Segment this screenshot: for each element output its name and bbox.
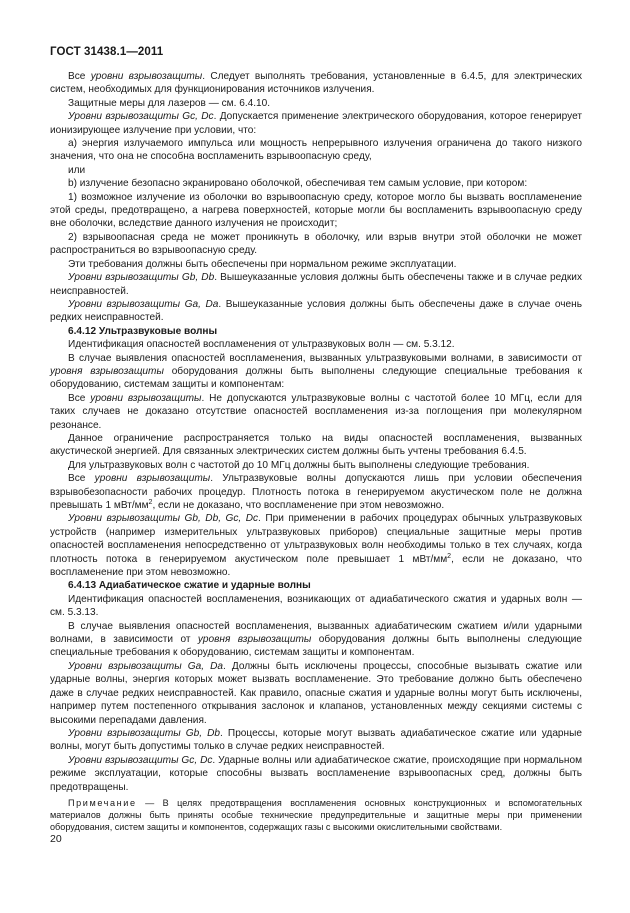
paragraph [50, 392, 582, 432]
text-segment: 2) взрывоопасная среда не может проникнуть в оболочку, или взрыв внутри этой оболочки не может распространиться во взрывоопасную среду. [50, 231, 582, 257]
paragraph [50, 191, 582, 231]
text-segment: В случае выявления опасностей воспламенения, вызванных ультразвуковыми волнами, в зависимости от [68, 352, 582, 364]
text-segment: . Должны быть исключены процессы, способные вызывать сжатие или ударные волны, энергия которых может вызвать воспламенение. Это требование должно быть обеспечено даже в случае редких неисправностей. Как правило, опасные сжатия и ударные волны могут быть исключены, например путем постепенного открывания заслонок и клапанов, установленных между секциями системы с высокими перепадами давления. [50, 660, 582, 726]
italic-term: Уровни взрывозащиты Gb, Db, Gc, Dc [68, 513, 259, 525]
paragraph [50, 727, 582, 754]
italic-term: Уровни взрывозащиты Gb, Db [68, 727, 221, 739]
text-segment: В случае выявления опасностей воспламенения, вызванных адиабатическим сжатием и/или ударными волнами, в зависимости от [50, 620, 582, 646]
paragraph [50, 70, 582, 97]
section-heading [50, 325, 582, 338]
paragraph [50, 137, 582, 164]
text-segment: Все [68, 392, 91, 404]
document-header: ГОСТ 31438.1—2011 [50, 46, 164, 58]
text-segment: . Вышеуказанные условия должны быть обеспечены даже в случае очень редких неисправностей. [50, 298, 582, 324]
paragraph [50, 432, 582, 459]
italic-term: уровня взрывозащиты [50, 365, 164, 377]
text-segment: 1) возможное излучение из оболочки во взрывоопасную среду, которое могло бы вызвать воспламенение этой среды, предотвращено, а нагрева поверхностей, которые могли бы воспламенить взрывоопасную среду вне оболочки, вследствие данного излучения не происходит; [50, 191, 582, 230]
text-segment: Все [68, 71, 91, 82]
paragraph [50, 338, 582, 351]
document-body [50, 70, 582, 834]
note-paragraph [50, 797, 582, 834]
text-segment: . Вышеуказанные условия должны быть обеспечены также и в случае редких неисправностей. [50, 272, 582, 297]
paragraph [50, 754, 582, 794]
paragraph [50, 620, 582, 660]
text-segment: Все [68, 473, 95, 485]
italic-term: Уровни взрывозащиты Gc, Dc [68, 111, 214, 123]
text-segment: . Процессы, которые могут вызвать адиабатическое сжатие или ударные волны, могут быть допустимы только в случае редких неисправностей. [50, 727, 582, 753]
paragraph [50, 110, 582, 137]
paragraph [50, 97, 582, 110]
text-segment: оборудования должны быть выполнены следующие специальные требования к оборудованию, системам защиты и компонентам. [50, 634, 583, 659]
paragraph [50, 258, 582, 271]
text-segment: 2 [447, 552, 452, 560]
italic-term: Уровни взрывозащиты Ga, Da [68, 298, 219, 310]
italic-term: Уровни взрывозащиты Ga, Da [68, 660, 223, 672]
text-segment: . Следует выполнять требования, установленные в 6.4.5, для электрических систем, необходимых для функционирования источников излучения. [50, 71, 583, 96]
text-segment: Эти требования должны быть обеспечены при нормальном режиме эксплуатации. [68, 258, 457, 270]
text-segment: 6.4.13 Адиабатическое сжатие и ударные волны [68, 580, 311, 592]
italic-term: уровни взрывозащиты [94, 473, 211, 485]
italic-term: уровня взрывозащиты [197, 634, 312, 646]
italic-term: уровни взрывозащиты [90, 392, 202, 404]
paragraph [50, 593, 582, 620]
text-segment: — В целях предотвращения воспламенения основных конструкционных и вспомогательных материалов должны быть приняты особые технические предупредительные и защитные меры при применении оборудования, систем защиты и компонентов, содержащих газы с высокими окислительными свойствами. [50, 797, 582, 833]
text-segment: . Допускается применение электрического оборудования, которое генерирует ионизирующее излучение при условии, что: [50, 111, 582, 136]
text-segment: . Не допускаются ультразвуковые волны с частотой более 10 МГц, если для таких случаев не доказано отсутствие опасностей воспламенения из-за поглощения при молекулярном резонансе. [50, 392, 583, 431]
text-segment: Для ультразвуковых волн с частотой до 10 МГц должны быть выполнены следующие требования. [68, 459, 530, 471]
text-segment: Защитные меры для лазеров — см. 6.4.10. [68, 97, 271, 109]
paragraph [50, 164, 582, 177]
paragraph [50, 271, 582, 298]
text-segment: a) энергия излучаемого импульса или мощность непрерывного излучения ограничена до такого низкого значения, что она не способна воспламенить взрывоопасную среду, [50, 138, 582, 163]
text-segment: . Ультразвуковые волны допускаются лишь при условии обеспечения взрывобезопасности рабочих процедур. Плотность потока в генерируемом акустическом поле не должна превышать 1 мВт/мм [50, 473, 582, 511]
text-segment: , если не доказано, что воспламенение при этом невозможно. [50, 553, 582, 579]
text-segment: Примечание [68, 797, 137, 808]
paragraph [50, 298, 582, 325]
text-segment: 2 [148, 499, 153, 506]
text-segment: , если не доказано, что воспламенение при этом невозможно. [152, 500, 445, 511]
text-segment: Данное ограничение распространяется только на виды опасностей воспламенения, вызванных акустической энергией. Для связанных электрических систем должны быть учтены требования 6.4.5. [50, 432, 582, 458]
paragraph [50, 352, 582, 392]
text-segment: Идентификация опасностей воспламенения, возникающих от адиабатического сжатия и ударных волн — см. 5.3.13. [50, 593, 582, 619]
paragraph [50, 177, 582, 190]
text-segment: оборудования должны быть выполнены следующие специальные требования к оборудованию, системам защиты и компонентам: [50, 365, 582, 391]
italic-term: уровни взрывозащиты [90, 71, 203, 82]
text-segment: . Ударные волны или адиабатическое сжатие, происходящие при нормальном режиме эксплуатации, которые способны вызвать воспламенение взрывоопасных сред, должны быть предотвращены. [50, 754, 583, 793]
paragraph [50, 231, 582, 258]
section-heading [50, 579, 582, 592]
page-number: 20 [50, 833, 62, 845]
text-segment: . При применении в рабочих процедурах обычных ультразвуковых устройств (например измерительных ультразвуковых приборов) специальные защитные меры против опасностей воспламенения непосредственно от ультразвуковых волн необходимы только в тех случаях, когда плотность потока в генерируемом акустическом поле превышает 1 мВт/мм [50, 513, 582, 565]
paragraph [50, 472, 582, 512]
italic-term: Уровни взрывозащиты Gc, Dc [68, 754, 213, 766]
paragraph [50, 660, 582, 727]
text-segment: 6.4.12 Ультразвуковые волны [68, 325, 218, 337]
paragraph [50, 512, 582, 579]
italic-term: Уровни взрывозащиты Gb, Db [68, 272, 215, 284]
text-segment: или [68, 164, 86, 176]
text-segment: Идентификация опасностей воспламенения от ультразвуковых волн — см. 5.3.12. [68, 339, 455, 351]
paragraph [50, 459, 582, 472]
text-segment: b) излучение безопасно экранировано оболочкой, обеспечивая тем самым условие, при котором: [68, 178, 528, 190]
